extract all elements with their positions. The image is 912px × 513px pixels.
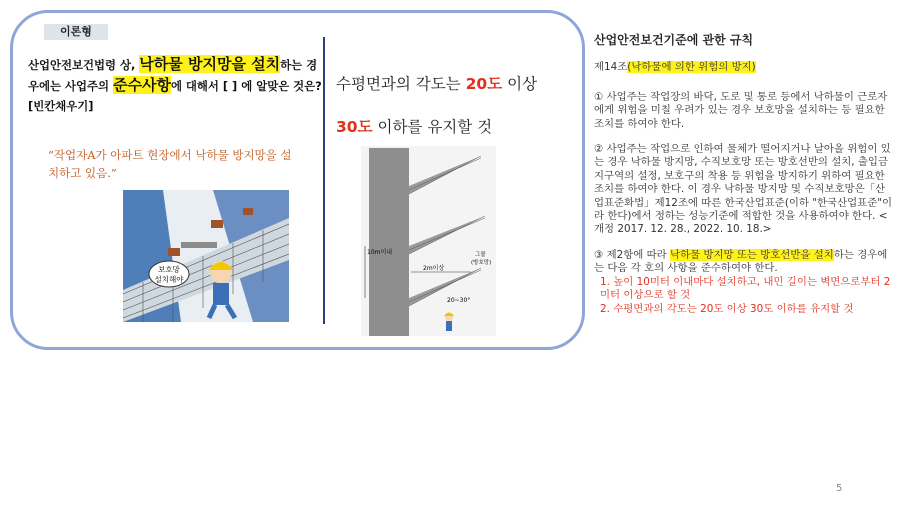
net-angle-diagram (361, 146, 496, 336)
regulation-title: 산업안전보건기준에 관한 규칙 (594, 33, 754, 47)
rule-min-angle: 20도 (465, 75, 503, 93)
rule-line-1-suffix: 이상 (502, 75, 538, 93)
paragraph-3-prefix: ③ 제2항에 따라 (594, 248, 671, 261)
article-title: (낙하물에 의한 위험의 방지) (627, 61, 756, 74)
question-highlight-1: 낙하물 방지망을 설치 (139, 55, 281, 73)
rule-line-1-prefix: 수평면과의 각도는 (336, 75, 466, 93)
diagram-length-label: 2m이상 (423, 265, 445, 272)
diagram-height-label: 10m이내 (367, 249, 393, 256)
rule-max-angle: 30도 (336, 118, 373, 136)
rule-line-2-suffix: 이하를 유지할 것 (372, 118, 493, 136)
scenario-note: “작업자A가 아파트 현장에서 낙하물 방지망을 설치하고 있음.” (48, 148, 292, 180)
diagram-net-label-1: 그물 (475, 252, 486, 258)
paragraph-1: ① 사업주는 작업장의 바닥, 도로 및 통로 등에서 낙하물이 근로자에게 위험을 미칠 우려가 있는 경우 보호망을 설치하는 등 필요한 조치를 하여야 한다. (594, 90, 888, 130)
question-type-tag: 이론형 (44, 24, 108, 40)
requirement-item-2: 2. 수평면과의 각도는 20도 이상 30도 이하를 유지할 것 (600, 302, 854, 315)
article-heading (594, 61, 894, 74)
requirement-item-1: 1. 높이 10미터 이내마다 설치하고, 내민 길이는 벽면으로부터 2미터 이상으로 할 것 (600, 275, 891, 302)
paragraph-3-highlight: 낙하물 방지망 또는 방호선반을 설치 (670, 248, 834, 261)
page-number: 5 (836, 483, 843, 494)
diagram-net-label-2: (방호망) (471, 260, 492, 266)
regulation-text (594, 34, 894, 316)
paragraph-2: ② 사업주는 작업으로 인하여 물체가 떨어지거나 날아올 위험이 있는 경우 낙하물 방지망, 수직보호망 또는 방호선반의 설치, 출입금지구역의 설정, 보호구의 착용 등 위험을 방지하기 위하여 필요한 조치를 하여야 한다. 이 경우 낙하물 방지망 및 수직보호망은「산업표준화법」제12조에 따른 한국산업표준(이하 "한국산업표준"이라 한다)에서 정하는 성능기준에 적합한 것을 사용하여야 한다. <개정 2017. 12. 28., 2022. 10. 18.> (594, 143, 893, 236)
article-number: 제14조 (594, 61, 628, 74)
question-part2: 하는 경우에는 사업주의 (28, 58, 318, 93)
diagram-angle-label: 20~30° (447, 297, 471, 304)
worker-cartoon-illustration (123, 190, 289, 322)
bubble-line-2: 설치해야 (154, 275, 184, 284)
question-part1: 산업안전보건법령 상, (28, 58, 140, 72)
rule-line-1 (336, 72, 537, 94)
paragraph-3 (594, 249, 894, 276)
panel-divider (323, 37, 325, 324)
rule-line-2 (336, 115, 492, 137)
bubble-line-1: 보호망 (158, 265, 180, 274)
question-part3: 에 대해서 [ ] 에 알맞은 것은? [빈칸채우기] (28, 79, 322, 113)
paragraph-3-suffix: 하는 경우에는 다음 각 호의 사항을 준수하여야 한다. (594, 248, 888, 275)
question-highlight-2: 준수사항 (112, 76, 171, 94)
question-text (28, 54, 326, 116)
